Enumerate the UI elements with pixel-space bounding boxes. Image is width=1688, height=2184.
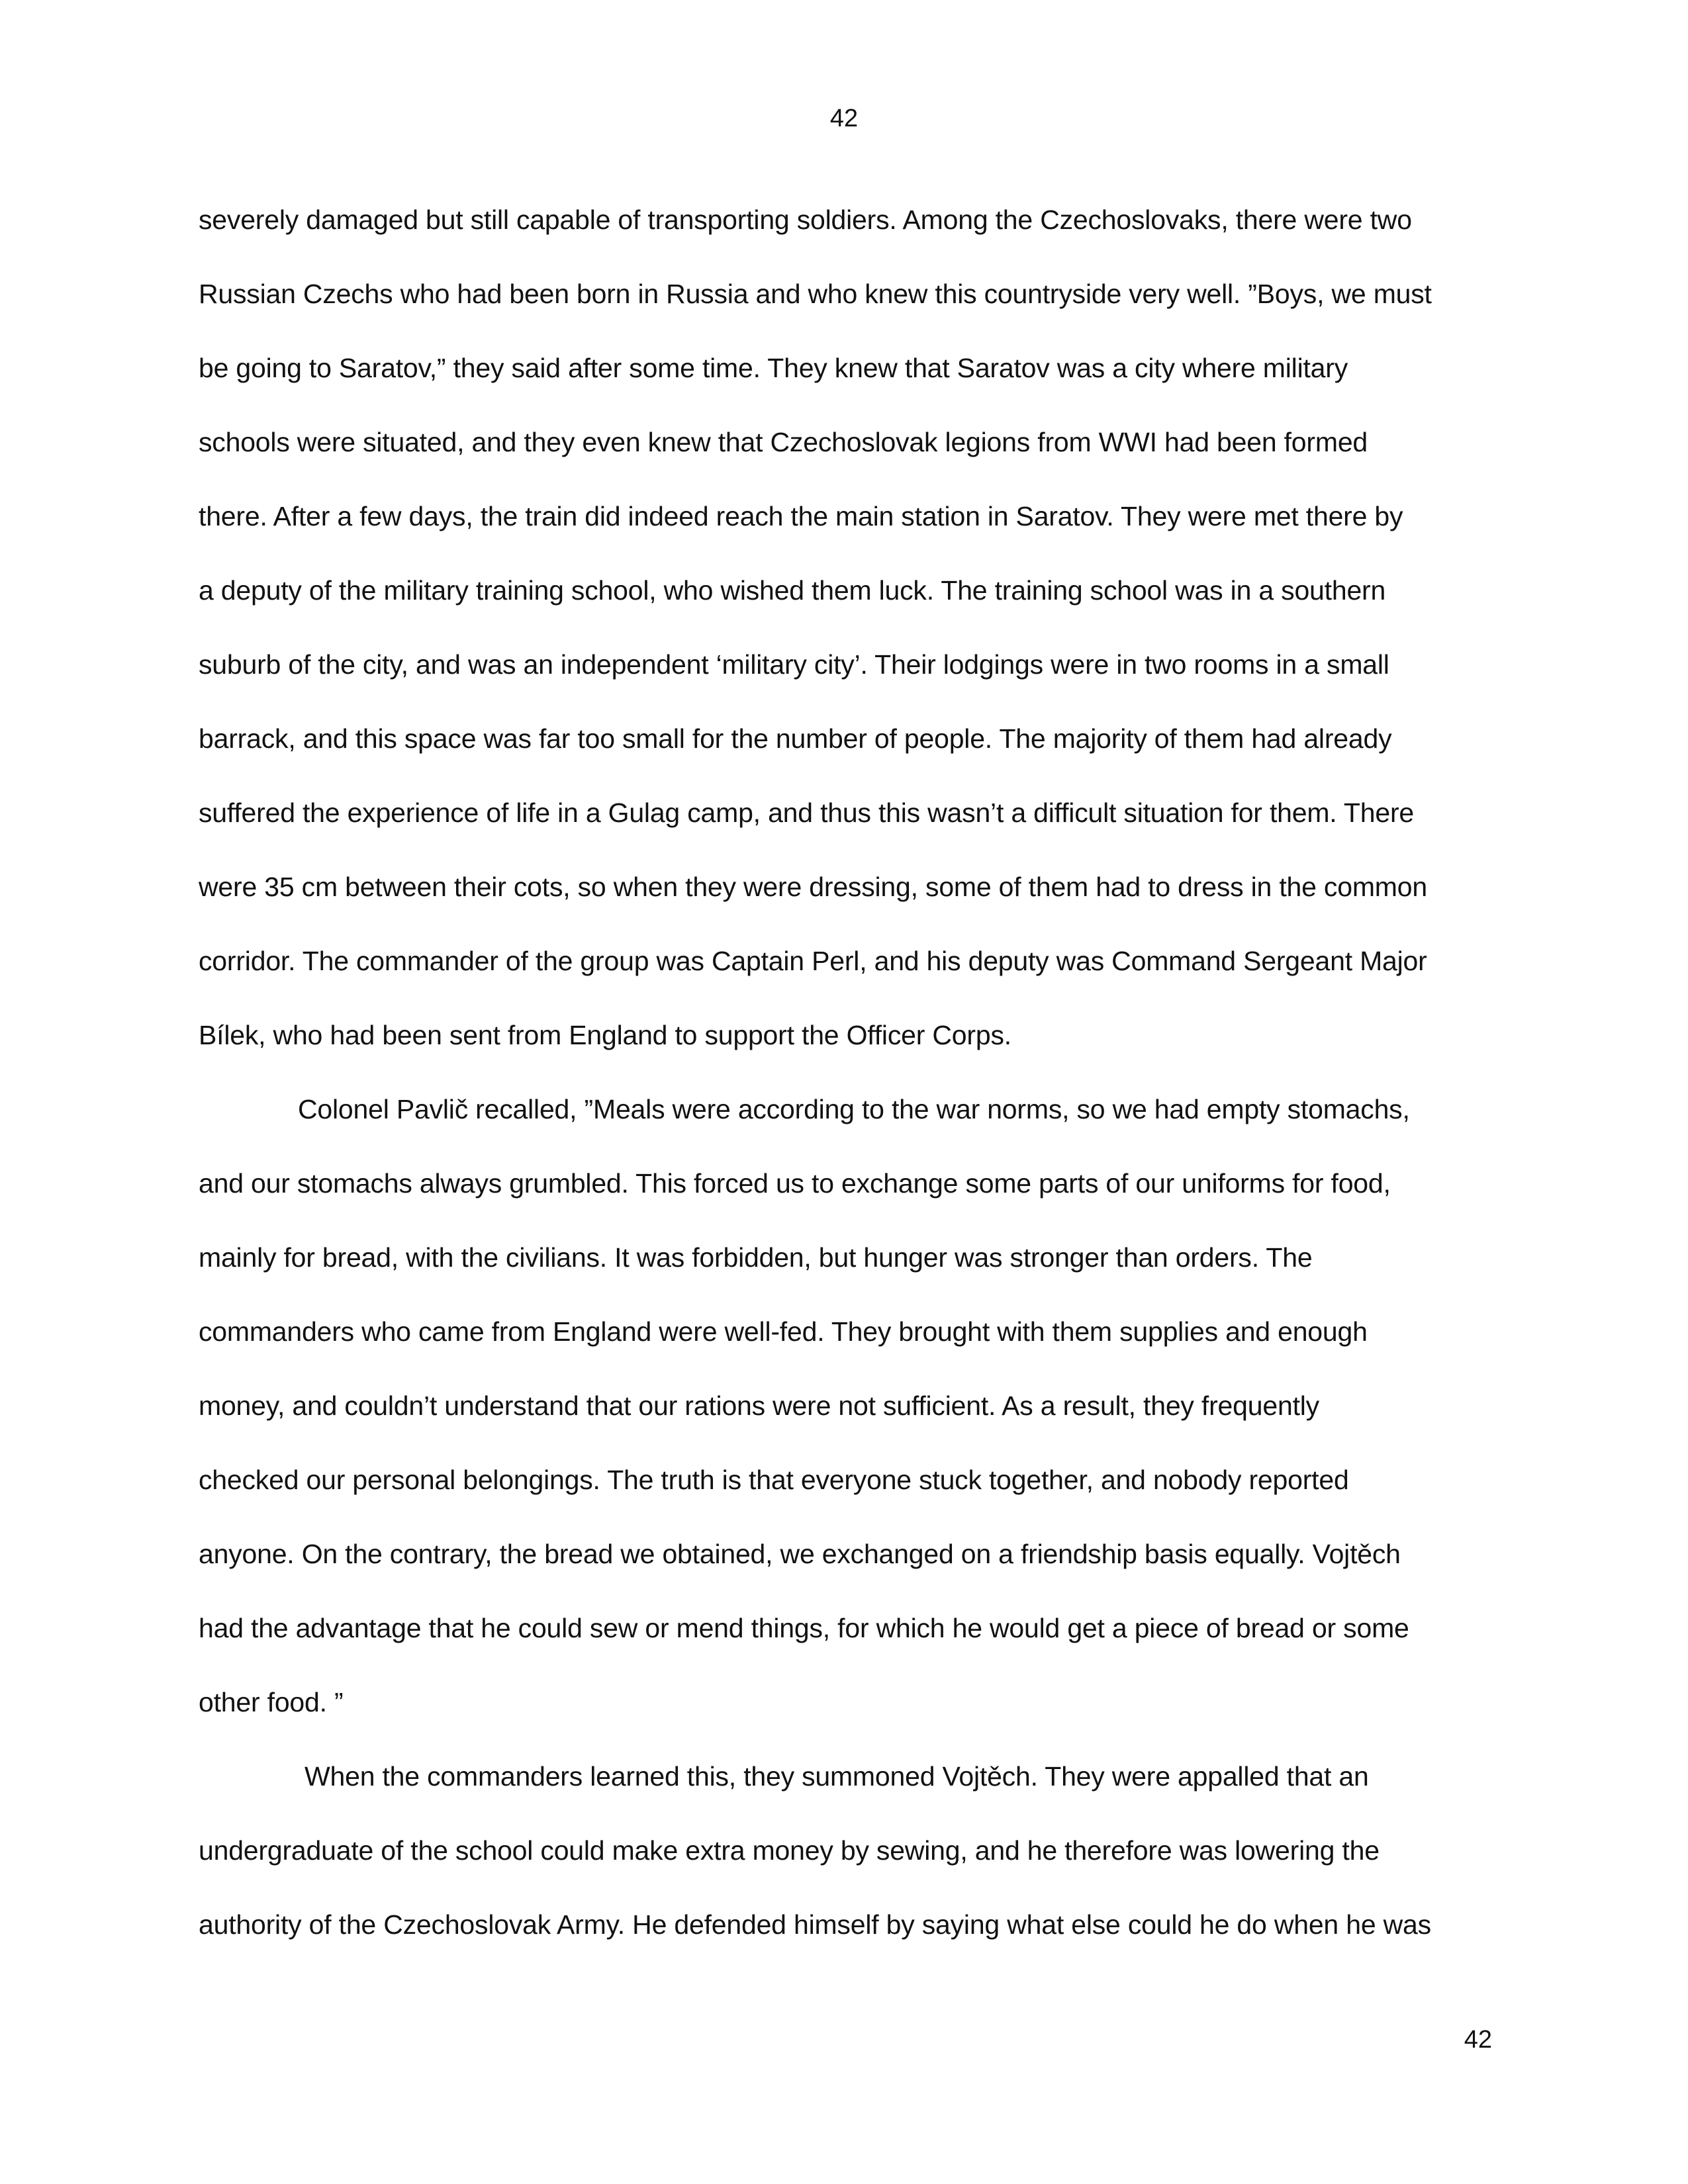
text-line: suffered the experience of life in a Gulag camp, and thus this wasn’t a difficult situation for them. There xyxy=(199,797,1415,828)
paragraph-first-line: When the commanders learned this, they summoned Vojtěch. They were appalled that an xyxy=(305,1761,1369,1792)
body-text xyxy=(199,197,1493,1976)
text-line: barrack, and this space was far too small for the number of people. The majority of them had already xyxy=(199,723,1392,754)
text-line: severely damaged but still capable of transporting soldiers. Among the Czechoslovaks, there were two xyxy=(199,205,1412,235)
text-line: other food. ” xyxy=(199,1687,344,1717)
footer-page-number: 42 xyxy=(1464,2026,1492,2054)
header-page-number: 42 xyxy=(829,105,859,132)
text-line: corridor. The commander of the group was Captain Perl, and his deputy was Command Sergeant Major xyxy=(199,946,1427,976)
text-line: and our stomachs always grumbled. This forced us to exchange some parts of our uniforms for food, xyxy=(199,1168,1391,1199)
text-line: be going to Saratov,” they said after some time. They knew that Saratov was a city where military xyxy=(199,353,1348,383)
text-line: anyone. On the contrary, the bread we obtained, we exchanged on a friendship basis equally. Vojtěch xyxy=(199,1539,1401,1569)
text-line: Bílek, who had been sent from England to support the Officer Corps. xyxy=(199,1020,1011,1050)
paragraph-first-line: Colonel Pavlič recalled, ”Meals were according to the war norms, so we had empty stomachs, xyxy=(298,1094,1410,1124)
text-line: mainly for bread, with the civilians. It was forbidden, but hunger was stronger than orders. The xyxy=(199,1242,1313,1273)
text-line: a deputy of the military training school, who wished them luck. The training school was in a southern xyxy=(199,575,1386,606)
text-line: suburb of the city, and was an independent ‘military city’. Their lodgings were in two rooms in a small xyxy=(199,649,1389,680)
text-line: authority of the Czechoslovak Army. He defended himself by saying what else could he do when he was xyxy=(199,1909,1431,1940)
text-line: schools were situated, and they even knew that Czechoslovak legions from WWI had been formed xyxy=(199,427,1368,457)
text-line: Russian Czechs who had been born in Russia and who knew this countryside very well. ”Boys, we must xyxy=(199,279,1432,309)
text-line: there. After a few days, the train did indeed reach the main station in Saratov. They were met there by xyxy=(199,501,1403,531)
text-line: checked our personal belongings. The truth is that everyone stuck together, and nobody reported xyxy=(199,1465,1349,1495)
text-line: money, and couldn’t understand that our rations were not sufficient. As a result, they frequently xyxy=(199,1390,1319,1421)
text-line: commanders who came from England were well-fed. They brought with them supplies and enough xyxy=(199,1316,1368,1347)
text-line: were 35 cm between their cots, so when they were dressing, some of them had to dress in the common xyxy=(199,872,1427,902)
text-line: undergraduate of the school could make extra money by sewing, and he therefore was lowering the xyxy=(199,1835,1380,1866)
text-line: had the advantage that he could sew or mend things, for which he would get a piece of bread or some xyxy=(199,1613,1409,1643)
